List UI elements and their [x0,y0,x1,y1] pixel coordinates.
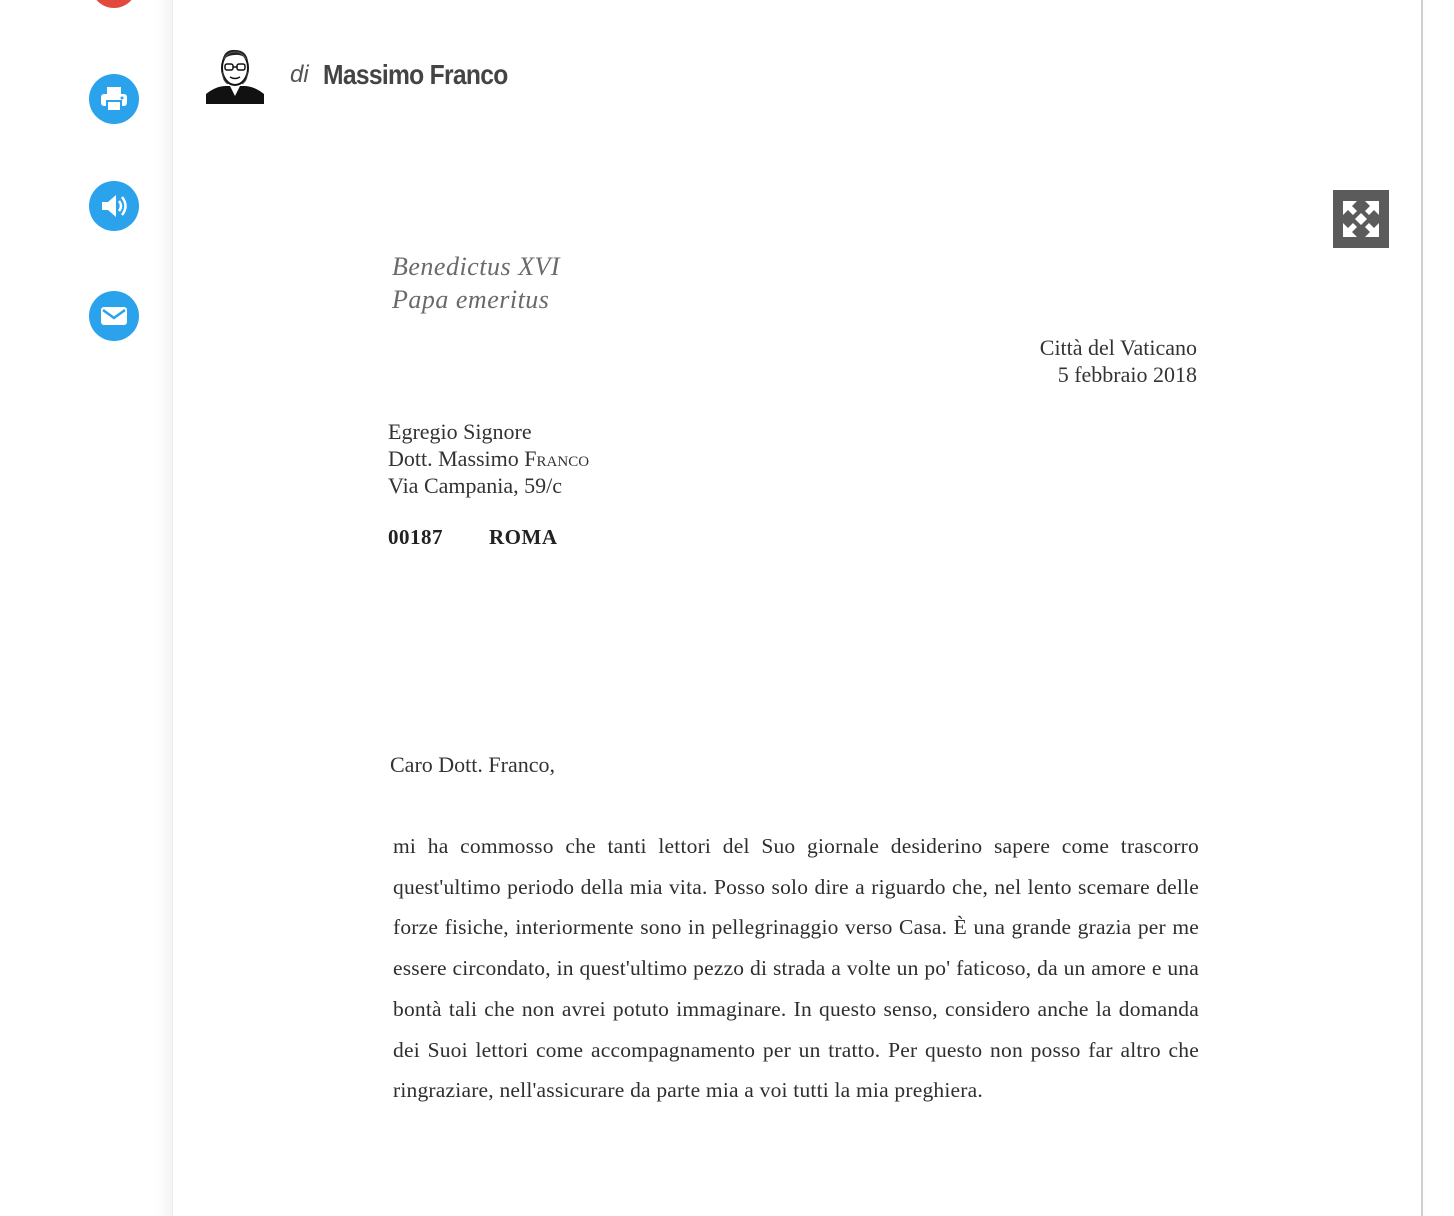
postal-code: 00187 [388,525,443,549]
place-date [1040,334,1197,388]
letterhead-name: Benedictus XVI [392,252,560,281]
letterhead [392,250,560,316]
addressee-block [388,418,589,499]
author-byline [206,46,532,104]
letterhead-title: Papa emeritus [392,285,550,314]
salutation: Caro Dott. Franco, [390,752,555,777]
letter-body: mi ha commosso che tanti lettori del Suo giornale desiderino sapere come trascorro quest'ultimo periodo della mia vita. Posso solo dire a riguardo che, nel lento scemare delle forze fisiche, interiormente sono in pellegrinaggio verso Casa. È una grande grazia per me essere circondato, in quest'ultimo pezzo di strada a volte un po' faticoso, da un amore e una bontà tali che non avrei potuto immaginare. In questo senso, considero anche la domanda dei Suoi lettori come accompagnamento per un tratto. Per questo non posso far altro che ringraziare, nell'assicurare da parte mia a voi tutti la mia preghiera. [393,834,1199,1103]
expand-icon [1341,199,1381,239]
postal-line [388,525,558,550]
listen-button[interactable] [89,181,139,231]
addressee-surname: Franco [524,446,590,471]
share-bar [0,0,172,1216]
addressee-title: Dott. Massimo [388,446,525,471]
google-plus-icon[interactable] [91,0,137,8]
addressee-street: Via Campania, 59/c [388,473,563,498]
letter-image [385,240,1215,1200]
addressee-name [388,445,589,472]
author-prefix: di [290,61,309,88]
postal-city: ROMA [489,525,558,549]
mail-button[interactable] [89,291,139,341]
letter-date: 5 febbraio 2018 [1057,362,1197,387]
speaker-icon [99,192,129,220]
print-button[interactable] [89,74,139,124]
author-avatar [206,46,264,104]
print-icon [99,85,129,113]
addressee-greeting: Egregio Signore [388,419,532,444]
author-name[interactable]: Massimo Franco [322,59,508,90]
expand-image-button[interactable] [1333,190,1389,248]
letter-place: Città del Vaticano [1039,335,1197,360]
mail-icon [99,304,129,328]
